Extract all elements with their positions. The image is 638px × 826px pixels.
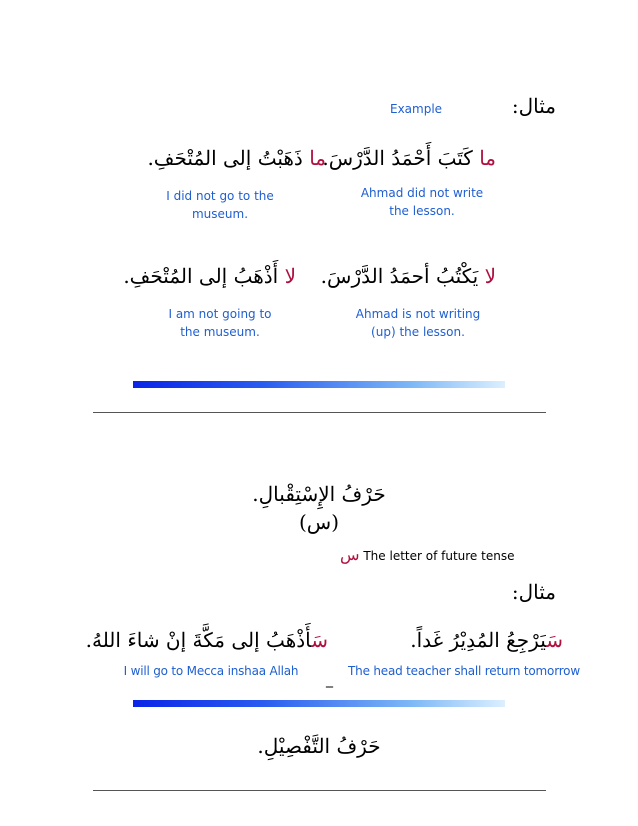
translation-line: I did not go to the <box>166 189 274 203</box>
gradient-divider-2 <box>133 700 505 707</box>
translation-line: Ahmad did not write <box>360 186 484 200</box>
translation-r1-right <box>352 184 492 220</box>
arabic-sentence-r1-right <box>322 146 496 170</box>
negation-particle: لا <box>284 264 296 288</box>
arabic-sentence-r2-right <box>321 264 496 288</box>
example-label-ar: مثال: <box>511 94 556 118</box>
arabic-sentence-r2-left <box>123 264 296 288</box>
dash-mark: _ <box>326 672 333 688</box>
future-letter: س <box>340 545 360 564</box>
arabic-sentence-r1-left <box>147 146 326 170</box>
section-title-detail: حَرْفُ التَّفْصِيْلِ. <box>257 734 381 758</box>
negation-particle: ما <box>479 146 496 170</box>
future-prefix: سَ <box>311 628 328 652</box>
translation-line: I am not going to <box>168 307 272 321</box>
translation-r2-right <box>347 305 489 341</box>
arabic-sentence-future-left <box>86 628 328 652</box>
example-label-ar-2: مثال: <box>511 580 556 604</box>
translation-future-right: The head teacher shall return tomorrow <box>348 664 580 678</box>
sentence-text: يَرْجِعُ المُدِيْرُ غَداً. <box>410 628 547 652</box>
sentence-text: أَذْهَبُ إلى مَكَّةَ إنْ شاءَ اللهُ. <box>85 628 312 652</box>
sentence-text: ذَهَبْتُ إلى المُتْحَفِ. <box>147 146 310 170</box>
translation-line: (up) the lesson. <box>371 325 465 339</box>
horizontal-rule <box>93 412 546 413</box>
translation-r1-left <box>150 187 290 223</box>
future-letter-caption <box>340 545 514 564</box>
negation-particle: لا <box>484 264 496 288</box>
translation-line: the museum. <box>180 325 260 339</box>
future-letter-description: The letter of future tense <box>359 549 515 563</box>
sentence-text: أَذْهَبُ إلى المُتْحَفِ. <box>123 264 285 288</box>
translation-line: museum. <box>191 207 249 221</box>
translation-line: Ahmad is not writing <box>355 307 481 321</box>
negation-particle: ما <box>309 146 326 170</box>
future-prefix: سَ <box>546 628 563 652</box>
section-title-future: حَرْفُ الإِسْتِقْبالِ. <box>252 482 386 506</box>
example-label-en: Example <box>390 102 443 116</box>
sentence-text: كَتَبَ أَحْمَدُ الدَّرْسَ. <box>322 146 480 170</box>
translation-r2-left <box>150 305 290 341</box>
gradient-divider <box>133 381 505 388</box>
translation-future-left: I will go to Mecca inshaa Allah <box>123 664 299 678</box>
future-letter-paren: (س) <box>298 510 340 534</box>
sentence-text: يَكْتُبُ أحمَدُ الدَّرْسَ. <box>320 264 485 288</box>
arabic-sentence-future-right <box>410 628 563 652</box>
translation-line: the lesson. <box>389 204 455 218</box>
horizontal-rule-2 <box>93 790 546 791</box>
